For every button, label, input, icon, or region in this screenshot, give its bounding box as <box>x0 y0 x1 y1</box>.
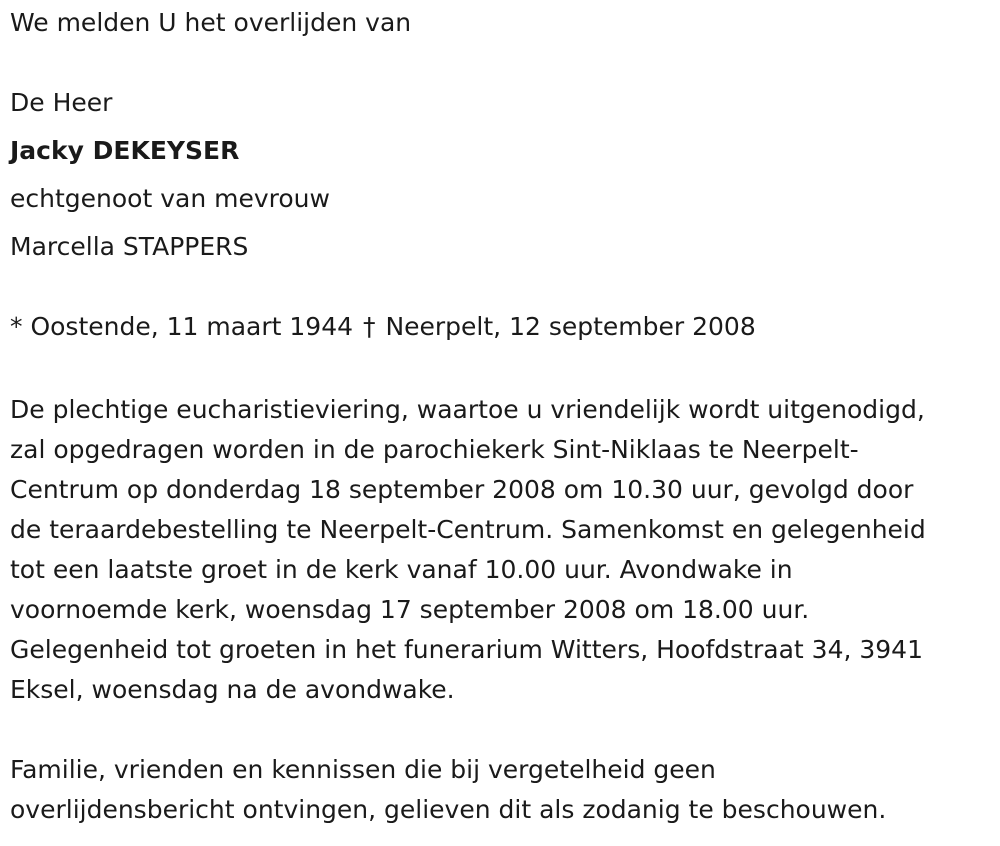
service-line: zal opgedragen worden in de parochiekerk Sint-Niklaas te Neerpelt- <box>10 435 859 464</box>
cross-icon: † <box>362 312 376 341</box>
service-line: de teraardebestelling te Neerpelt-Centrum. Samenkomst en gelegenheid <box>10 515 926 544</box>
closing-line: overlijdensbericht ontvingen, gelieven dit als zodanig te beschouwen. <box>10 795 887 824</box>
death-info: Neerpelt, 12 september 2008 <box>385 312 756 341</box>
relation-text: echtgenoot van mevrouw <box>10 184 330 213</box>
service-line: tot een laatste groet in de kerk vanaf 10.00 uur. Avondwake in <box>10 555 793 584</box>
service-paragraph <box>10 390 926 710</box>
service-line: Eksel, woensdag na de avondwake. <box>10 675 455 704</box>
service-line: De plechtige eucharistieviering, waartoe u vriendelijk wordt uitgenodigd, <box>10 395 925 424</box>
service-line: voornoemde kerk, woensdag 17 september 2008 om 18.00 uur. <box>10 595 810 624</box>
intro-text: We melden U het overlijden van <box>10 8 412 37</box>
birth-death-line <box>10 312 756 342</box>
service-line: Gelegenheid tot groeten in het funerarium Witters, Hoofdstraat 34, 3941 <box>10 635 923 664</box>
service-line: Centrum op donderdag 18 september 2008 om 10.30 uur, gevolgd door <box>10 475 914 504</box>
birth-info: * Oostende, 11 maart 1944 <box>10 312 354 341</box>
spouse-name: Marcella STAPPERS <box>10 232 249 261</box>
closing-line: Familie, vrienden en kennissen die bij vergetelheid geen <box>10 755 716 784</box>
closing-paragraph <box>10 750 886 830</box>
deceased-name: Jacky DEKEYSER <box>10 136 240 165</box>
honorific-title: De Heer <box>10 88 113 117</box>
